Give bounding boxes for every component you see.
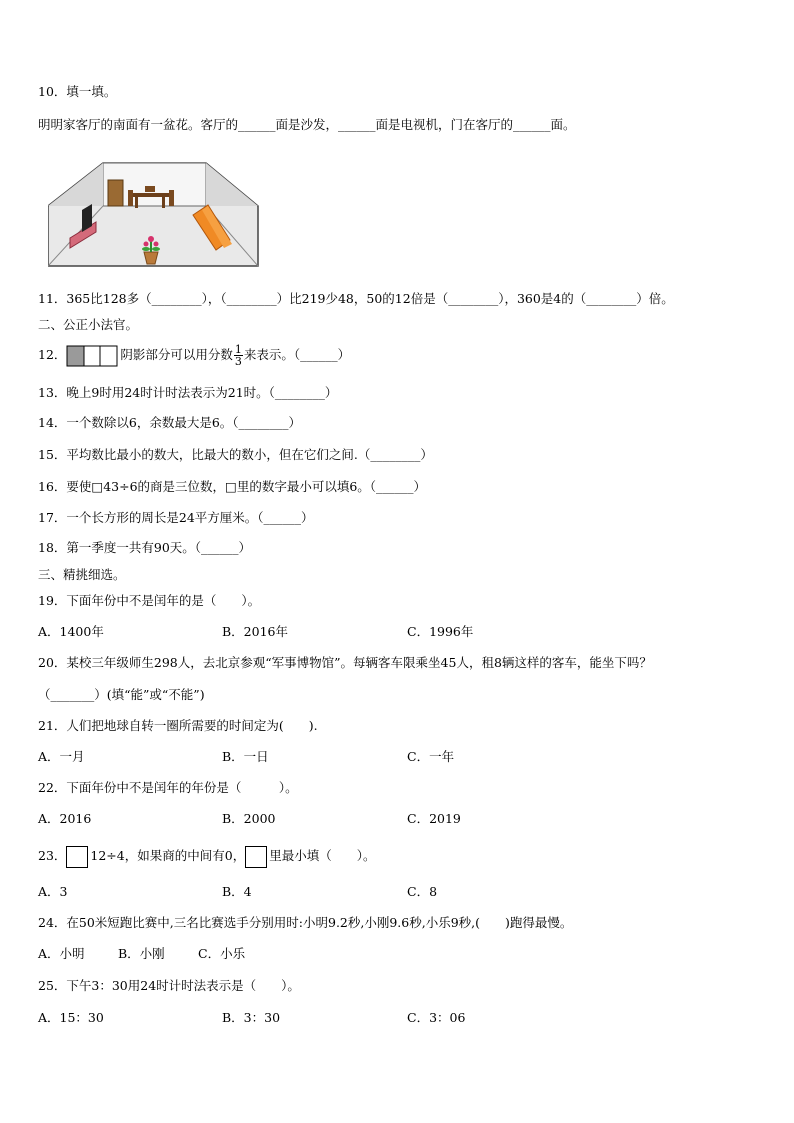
door-icon (108, 180, 123, 206)
q20-line1: 20．某校三年级师生298人，去北京参观“军事博物馆”。每辆客车限乘坐45人，租8辆这样的客车，能坐下吗？ (38, 655, 652, 670)
q25-option-c: C．3：06 (407, 1010, 466, 1025)
q21-stem: 21．人们把地球自转一圈所需要的时间定为( ). (38, 718, 318, 733)
q22-stem: 22．下面年份中不是闰年的年份是（ ）。 (38, 780, 298, 795)
q19-option-b: B．2016年 (222, 624, 288, 639)
q14: 14．一个数除以6，余数最大是6。（________） (38, 415, 302, 430)
q12-pre: 阴影部分可以用分数 (120, 347, 233, 362)
q13: 13．晚上9时用24时计时法表示为21时。（________） (38, 385, 338, 400)
q23-mid: 12÷4，如果商的中间有0， (90, 848, 246, 863)
q15: 15．平均数比最小的数大，比最大的数小，但在它们之间.（________） (38, 447, 433, 462)
q19-option-a: A．1400年 (38, 624, 104, 639)
section-3-heading: 三、精挑细选。 (38, 567, 126, 582)
fraction-numerator: 1 (234, 343, 242, 356)
q12 (38, 343, 350, 367)
living-room-illustration (48, 160, 260, 270)
q24-option-a: A．小明 (38, 946, 85, 961)
q24-option-c: C．小乐 (198, 946, 246, 961)
q22-option-c: C．2019 (407, 811, 461, 826)
q19-stem: 19．下面年份中不是闰年的是（ ）。 (38, 593, 261, 608)
q21-option-b: B．一日 (222, 749, 269, 764)
q23-post: 里最小填（ ）。 (269, 848, 376, 863)
q25-option-b: B．3：30 (222, 1010, 281, 1025)
q11: 11．365比128多（________），（________）比219少48，50的12倍是（________），360是4的（________）倍。 (38, 291, 674, 306)
fraction-one-third (234, 344, 243, 367)
q23-number: 23． (38, 848, 67, 863)
q21-option-a: A．一月 (38, 749, 85, 764)
q23-option-b: B．4 (222, 884, 252, 899)
q21-option-c: C．一年 (407, 749, 455, 764)
q12-number: 12． (38, 347, 67, 362)
q23-option-c: C．8 (407, 884, 438, 899)
q23-stem (38, 844, 375, 868)
q23-option-a: A．3 (38, 884, 68, 899)
q22-option-a: A．2016 (38, 811, 92, 826)
q24-stem: 24．在50米短跑比赛中,三名比赛选手分别用时:小明9.2秒,小刚9.6秒,小乐9秒,( )跑得最慢。 (38, 915, 573, 930)
q25-option-a: A．15：30 (38, 1010, 104, 1025)
blank-box (245, 846, 267, 868)
blank-box (66, 846, 88, 868)
q25-stem: 25．下午3：30用24时计时法表示是（ ）。 (38, 978, 300, 993)
q24-option-b: B．小刚 (118, 946, 165, 961)
q22-option-b: B．2000 (222, 811, 276, 826)
q17: 17．一个长方形的周长是24平方厘米。（______） (38, 510, 314, 525)
fraction-bars-diagram (66, 345, 118, 367)
q18: 18．第一季度一共有90天。（______） (38, 540, 252, 555)
q10-title: 10．填一填。 (38, 84, 117, 99)
q10-text: 明明家客厅的南面有一盆花。客厅的______面是沙发，______面是电视机，门在客厅的______面。 (38, 117, 576, 132)
q20-line2: （_______）(填“能”或“不能”) (38, 687, 205, 702)
section-2-heading: 二、公正小法官。 (38, 317, 139, 332)
q19-option-c: C．1996年 (407, 624, 474, 639)
q16: 16．要使□43÷6的商是三位数，□里的数字最小可以填6。（______） (38, 479, 427, 494)
q12-post: 来表示。（______） (243, 347, 351, 362)
fraction-denominator: 3 (234, 355, 242, 368)
